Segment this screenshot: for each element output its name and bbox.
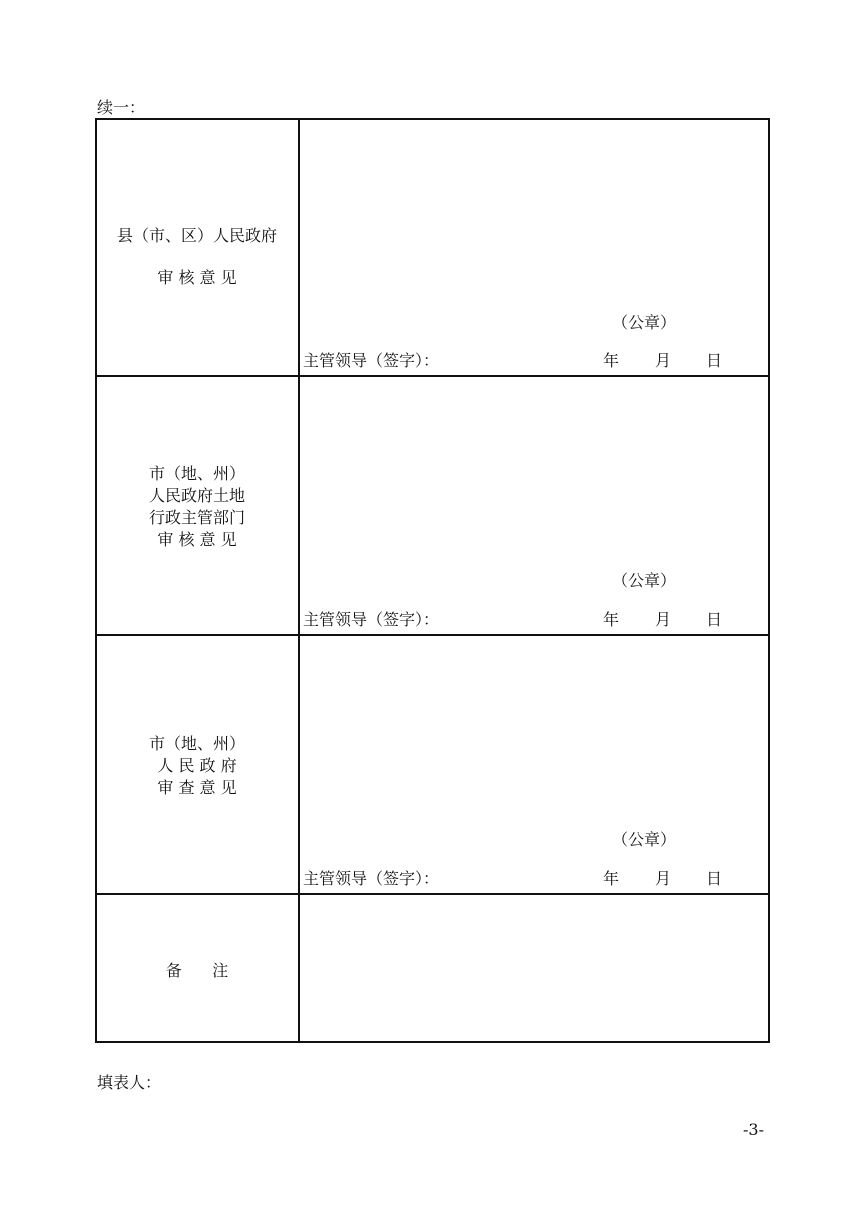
- leader-signature-label: 主管领导（签字）：: [303, 869, 440, 888]
- date-day: 日: [706, 351, 723, 370]
- city-gov-review-label: [97, 733, 297, 799]
- date-month: 月: [655, 610, 672, 629]
- label-line: 市（地、州）: [148, 464, 245, 483]
- label-line: 行政主管部门: [148, 508, 245, 527]
- leader-signature-label: 主管领导（签字）：: [303, 610, 440, 629]
- form-filler-label: 填表人：: [97, 1073, 162, 1092]
- label-line: 审 查 意 见: [157, 778, 237, 797]
- label-line: 审 核 意 见: [157, 530, 237, 549]
- row-divider-3: [95, 893, 770, 895]
- label-line: 备 注: [165, 961, 229, 980]
- label-line: 市（地、州）: [148, 734, 245, 753]
- date-year: 年: [603, 610, 620, 629]
- page-number: -3-: [743, 1120, 764, 1139]
- date-day: 日: [706, 869, 723, 888]
- remarks-label: [97, 960, 297, 982]
- date-month: 月: [655, 351, 672, 370]
- label-line: 人民政府土地: [148, 486, 245, 505]
- county-review-label: [97, 215, 297, 299]
- date-month: 月: [655, 869, 672, 888]
- official-seal-label: （公章）: [612, 830, 677, 849]
- row-divider-1: [95, 375, 770, 377]
- city-land-dept-review-label: [97, 463, 297, 551]
- date-year: 年: [603, 351, 620, 370]
- label-line: 人 民 政 府: [157, 756, 237, 775]
- official-seal-label: （公章）: [612, 313, 677, 332]
- continued-label: 续一：: [97, 98, 146, 117]
- column-divider: [298, 118, 300, 1043]
- official-seal-label: （公章）: [612, 571, 677, 590]
- leader-signature-label: 主管领导（签字）：: [303, 351, 440, 370]
- label-line: 审 核 意 见: [157, 268, 237, 287]
- date-day: 日: [706, 610, 723, 629]
- row-divider-2: [95, 634, 770, 636]
- label-line: 县（市、区）人民政府: [116, 226, 277, 245]
- date-year: 年: [603, 869, 620, 888]
